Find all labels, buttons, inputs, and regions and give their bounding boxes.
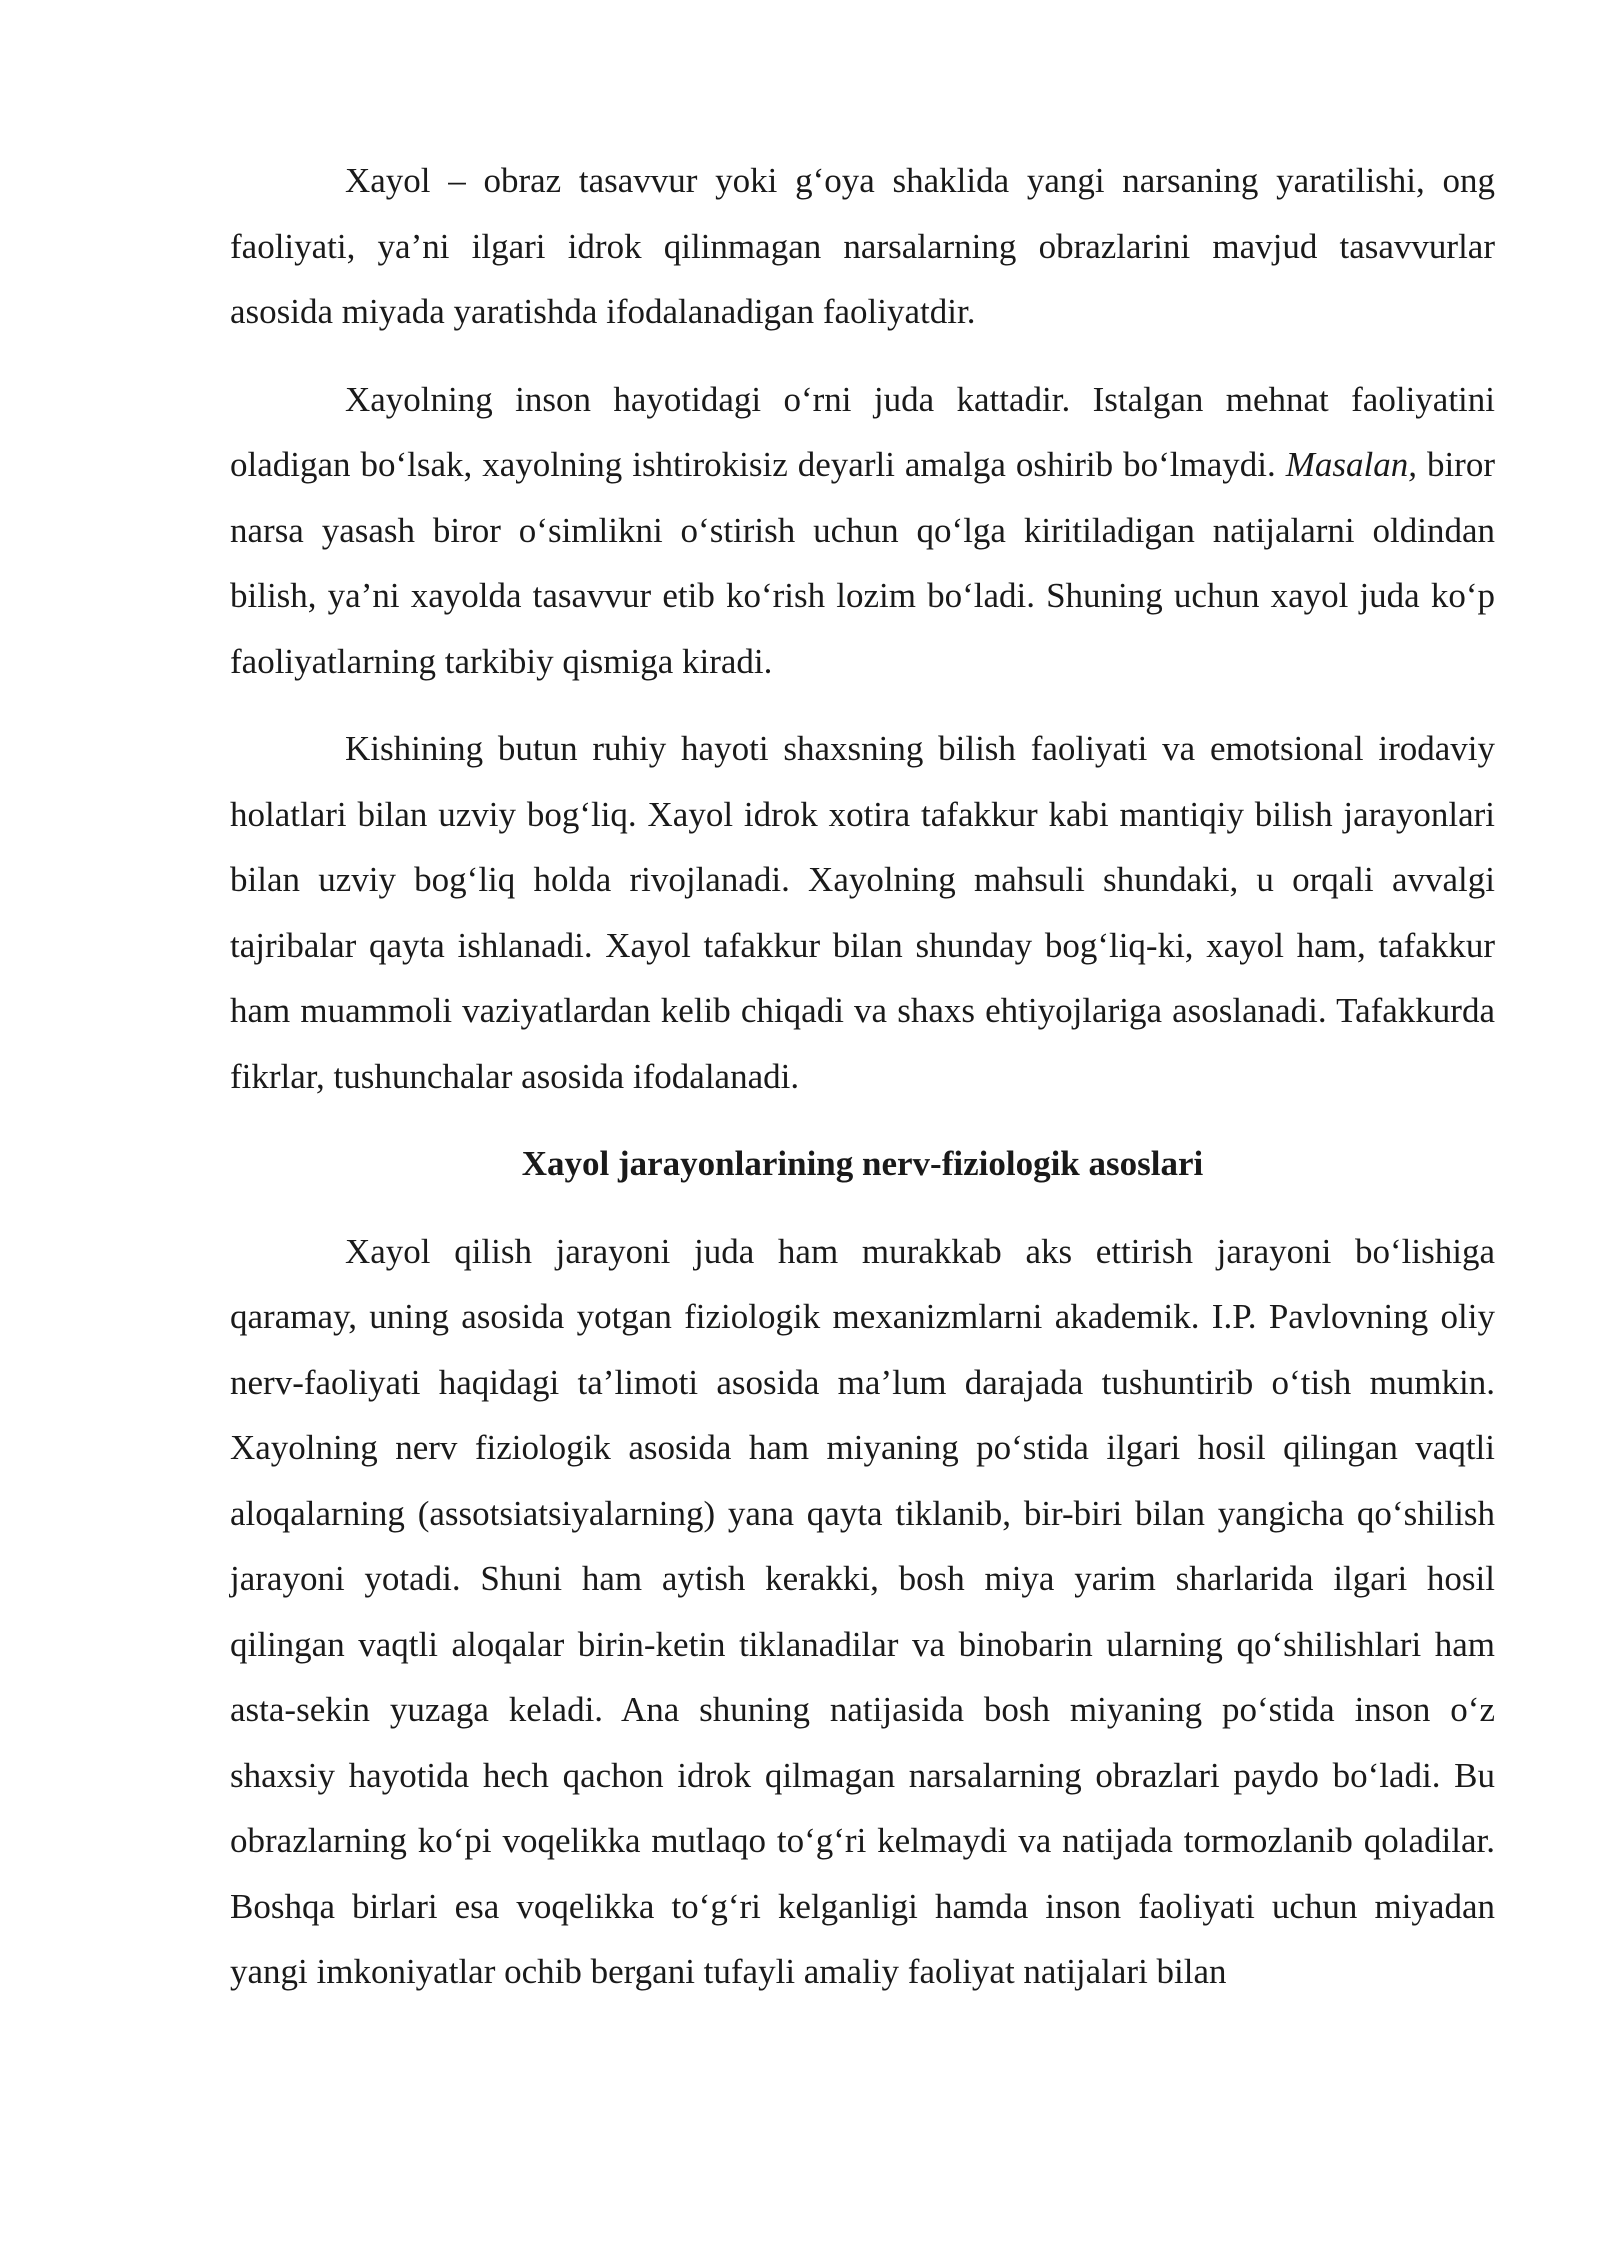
paragraph-3: Kishining butun ruhiy hayoti shaxsning bilish faoliyati va emotsional irodaviy holatlari bilan uzviy bog‘liq. Xayol idrok xotira tafakkur kabi mantiqiy bilish jarayonlari bilan uzviy bog‘liq holda rivojlanadi. Xayolning mahsuli shundaki, u orqali avvalgi tajribalar qayta ishlanadi. Xayol tafakkur bilan shunday bog‘liq-ki, xayol ham, tafakkur ham muammoli vaziyatlardan kelib chiqadi va shaxs ehtiyojlariga asoslanadi. Tafakkurda fikrlar, tushunchalar asosida ifodalanadi. <box>230 729 1495 1096</box>
paragraph-2 <box>230 367 1495 695</box>
paragraph-1: Xayol – obraz tasavvur yoki g‘oya shaklida yangi narsaning yaratilishi, ong faoliyati, ya’ni ilgari idrok qilinmagan narsalarning obrazlarini mavjud tasavvurlar asosida miyada yaratishda ifodalanadigan faoliyatdir. <box>230 161 1495 331</box>
paragraph-4: Xayol qilish jarayoni juda ham murakkab aks ettirish jarayoni bo‘lishiga qaramay, uning asosida yotgan fiziologik mexanizmlarni akademik. I.P. Pavlovning oliy nerv-faoliyati haqidagi ta’limoti asosida ma’lum darajada tushuntirib o‘tish mumkin. Xayolning nerv fiziologik asosida ham miyaning po‘stida ilgari hosil qilingan vaqtli aloqalarning (assotsiatsiyalarning) yana qayta tiklanib, bir-biri bilan yangicha qo‘shilish jarayoni yotadi. Shuni ham aytish kerakki, bosh miya yarim sharlarida ilgari hosil qilingan vaqtli aloqalar birin-ketin tiklanadilar va binobarin ularning qo‘shilishlari ham asta-sekin yuzaga keladi. Ana shuning natijasida bosh miyaning po‘stida inson o‘z shaxsiy hayotida hech qachon idrok qilmagan narsalarning obrazlari paydo bo‘ladi. Bu obrazlarning ko‘pi voqelikka mutlaqo to‘g‘ri kelmaydi va natijada tormozlanib qoladilar. Boshqa birlari esa voqelikka to‘g‘ri kelganligi hamda inson faoliyati uchun miyadan yangi imkoniyatlar ochib bergani tufayli amaliy faoliyat natijalari bilan <box>230 1231 1495 1991</box>
section-heading: Xayol jarayonlarining nerv-fiziologik asoslari <box>521 1144 1204 1183</box>
paragraph-2-italic: Masalan, <box>1285 445 1417 484</box>
paragraph-2-end: biror narsa yasash biror o‘simlikni o‘stirish uchun qo‘lga kiritiladigan natijalarni oldindan bilish, ya’ni xayolda tasavvur etib ko‘rish lozim bo‘ladi. Shuning uchun xayol juda ko‘p faoliyatlarning tarkibiy qismiga kiradi. <box>230 445 1495 681</box>
paragraph-2-start: Xayolning inson hayotidagi o‘rni juda kattadir. Istalgan mehnat faoliyatini oladigan bo‘lsak, xayolning ishtirokisiz deyarli amalga oshirib bo‘lmaydi. <box>230 379 1495 484</box>
document-page <box>230 148 1495 2027</box>
